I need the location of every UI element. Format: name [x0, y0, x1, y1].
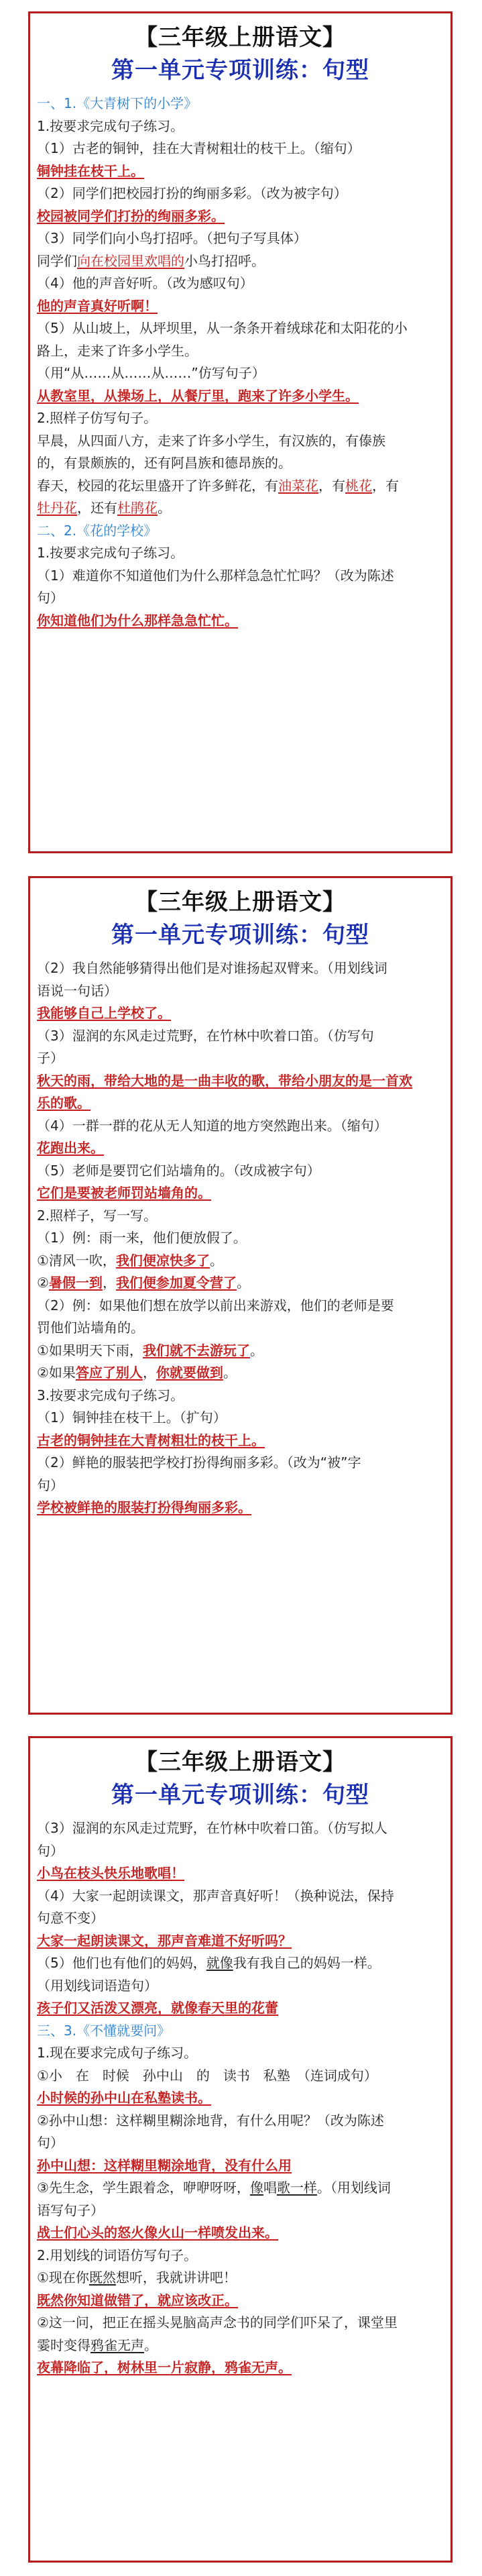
line-text: 大家一起朗读课文，那声音难道不好听吗？: [37, 1932, 292, 1949]
line-text: 想听，我就讲讲吧！: [115, 2269, 237, 2286]
line-text: （用“从……从……从……”仿写句子）: [37, 365, 265, 381]
line-text: （2）鲜艳的服装把学校打扮得绚丽多彩。（改为“被”字: [37, 1454, 361, 1470]
unit-title: 第一单元专项训练：句型: [111, 1782, 369, 1809]
answer-line: [37, 1070, 444, 1093]
line-text: 古老的铜钟挂在大青树粗壮的枝干上。: [37, 1432, 265, 1448]
line-text: 小时候的孙中山在私塾读书。: [37, 2090, 211, 2106]
question-line: [37, 362, 444, 385]
line-text: 三、3.《不懂就要问》: [37, 2022, 171, 2039]
answer-line: [37, 2290, 444, 2312]
worksheet-page-2: [28, 876, 453, 1715]
line-text: 语写句子）: [37, 2202, 104, 2218]
line-text: 1.现在要求完成句子练习。: [37, 2045, 198, 2061]
answer-fill: 像: [249, 2180, 263, 2196]
question-line: [37, 1474, 444, 1497]
text-line: [37, 1340, 444, 1362]
line-text: 唱: [263, 2180, 277, 2196]
answer-line: [37, 205, 444, 228]
line-text: （4）一群一群的花从无人知道的地方突然跑出来。（缩句）: [37, 1117, 387, 1134]
line-text: 霎时变得: [37, 2337, 91, 2353]
answer-fill: 我们便凉快多了: [115, 1252, 210, 1269]
question-line: [37, 980, 444, 1003]
page-header: [30, 13, 450, 93]
line-text: （1）古老的铜钟，挂在大青树粗壮的枝干上。（缩句）: [37, 140, 361, 156]
question-line: [37, 1817, 444, 1840]
answer-line: [37, 1137, 444, 1160]
line-text: （1）难道你不知道他们为什么那样急急忙忙吗？（改为陈述: [37, 567, 394, 584]
line-text: 二、2.《花的学校》: [37, 522, 158, 539]
line-text: 校园被同学们打扮的绚丽多彩。: [37, 207, 225, 224]
question-line: [37, 1205, 444, 1228]
question-line: [37, 227, 444, 250]
text-line: [37, 1272, 444, 1295]
line-text: 句）: [37, 1842, 64, 1859]
line-text: （2）例：如果他们想在放学以前出来游戏，他们的老师是要: [37, 1297, 394, 1313]
line-text: 同学们: [37, 252, 77, 269]
question-line: [37, 272, 444, 295]
question-line: [37, 957, 444, 980]
line-text: 。: [158, 500, 171, 516]
question-line: [37, 1975, 444, 1998]
line-text: （3）同学们向小鸟打招呼。（把句子写具体）: [37, 230, 307, 246]
line-text: ，有: [372, 477, 399, 494]
line-text: 2.照样子，写一写。: [37, 1207, 158, 1224]
answer-fill: 鸦雀无声: [91, 2337, 144, 2353]
question-line: [37, 115, 444, 138]
question-line: [37, 138, 444, 160]
answer-line: [37, 610, 444, 633]
line-text: 一、1.《大青树下的小学》: [37, 95, 198, 111]
page-header: [30, 1738, 450, 1817]
line-text: 。: [209, 1252, 223, 1269]
text-line: [37, 2334, 444, 2357]
grade-title: 【三年级上册语文】: [135, 1749, 346, 1776]
line-text: 他的声音真好听啊！: [37, 297, 158, 314]
exercise-body: [30, 93, 450, 632]
answer-fill: 我们便参加夏令营了: [115, 1275, 237, 1291]
answer-fill: 牡丹花: [37, 500, 77, 516]
answer-line: [37, 1997, 444, 2020]
answer-line: [37, 2155, 444, 2178]
line-text: 罚他们站墙角的。: [37, 1320, 144, 1336]
line-text: 句）: [37, 590, 64, 606]
question-line: [37, 1885, 444, 1908]
text-line: [37, 1362, 444, 1385]
line-text: 春天，校园的花坛里盛开了许多鲜花，有: [37, 477, 278, 494]
answer-fill: 你就要做到: [156, 1364, 223, 1381]
line-text: 小鸟打招呼。: [184, 252, 265, 269]
line-text: ①小 在 时候 孙中山 的 读书 私塾 （连词成句）: [37, 2067, 377, 2084]
line-text: ，: [102, 1275, 116, 1291]
line-text: 从教室里，从操场上，从餐厅里，跑来了许多小学生。: [37, 387, 359, 404]
text-line: [37, 475, 444, 498]
line-text: 早晨，从四面八方，走来了许多小学生，有汉族的，有傣族: [37, 432, 385, 449]
line-text: 你知道他们为什么那样急急忙忙。: [37, 612, 238, 629]
line-text: 路上，走来了许多小学生。: [37, 342, 198, 359]
answer-fill: 既然: [88, 2269, 116, 2286]
question-line: [37, 1407, 444, 1430]
grade-title: 【三年级上册语文】: [135, 889, 346, 916]
line-text: 学校被鲜艳的服装打扮得绚丽多彩。: [37, 1499, 251, 1515]
question-line: [37, 2312, 444, 2334]
line-text: 我有我自己的妈妈一样。: [233, 1955, 381, 1971]
question-line: [37, 430, 444, 453]
line-text: 孩子们又活泼又漂亮，就像春天里的花蕾: [37, 2000, 278, 2016]
line-text: （5）老师是要罚它们站墙角的。（改成被字句）: [37, 1162, 320, 1179]
line-text: 3.按要求完成句子练习。: [37, 1387, 184, 1403]
line-text: ①如果明天下雨，: [37, 1342, 143, 1358]
answer-line: [37, 160, 444, 183]
question-line: [37, 565, 444, 588]
line-text: 。: [144, 2337, 158, 2353]
line-text: 。: [249, 1342, 263, 1358]
question-line: [37, 542, 444, 565]
answer-line: [37, 2357, 444, 2379]
exercise-body: [30, 1817, 450, 2379]
question-line: [37, 1025, 444, 1048]
answer-line: [37, 1092, 444, 1115]
exercise-body: [30, 957, 450, 1519]
question-line: [37, 2200, 444, 2222]
line-text: 句）: [37, 1477, 64, 1493]
answer-line: [37, 2222, 444, 2245]
line-text: （4）他的声音好听。（改为感叹句）: [37, 275, 253, 291]
answer-line: [37, 1182, 444, 1205]
answer-line: [37, 1862, 444, 1885]
line-text: 孙中山想：这样糊里糊涂地背，没有什么用: [37, 2157, 292, 2174]
answer-line: [37, 1430, 444, 1452]
answer-fill: 答应了别人: [75, 1364, 143, 1381]
question-line: [37, 340, 444, 363]
text-line: [37, 2267, 444, 2290]
answer-fill: 杜鹃花: [117, 500, 158, 516]
line-text: ，有: [318, 477, 345, 494]
line-text: 秋天的雨，带给大地的是一曲丰收的歌，带给小朋友的是一首欢: [37, 1072, 412, 1089]
text-line: [37, 1952, 444, 1975]
line-text: （4）大家一起朗读课文，那声音真好听！（换种说法，保持: [37, 1887, 394, 1904]
answer-fill: 桃花: [345, 477, 372, 494]
question-line: [37, 1385, 444, 1407]
answer-line: [37, 2087, 444, 2110]
worksheet-page-1: [28, 11, 453, 853]
question-line: [37, 1047, 444, 1070]
line-text: 。: [223, 1364, 237, 1381]
worksheet-page-3: [28, 1736, 453, 2563]
line-text: 子）: [37, 1050, 64, 1066]
line-text: （1）例：雨一来，他们便放假了。: [37, 1230, 247, 1246]
line-text: ，: [142, 1364, 156, 1381]
text-line: [37, 2177, 444, 2200]
line-text: 铜钟挂在枝干上。: [37, 162, 144, 179]
line-text: 它们是要被老师罚站墙角的。: [37, 1185, 211, 1201]
question-line: [37, 1115, 444, 1138]
line-text: 句意不变）: [37, 1910, 104, 1926]
answer-fill: 歌一样: [276, 2180, 317, 2196]
question-line: [37, 182, 444, 205]
line-text: （5）他们也有他们的妈妈，: [37, 1955, 206, 1971]
answer-fill: 我们就不去游玩了: [142, 1342, 250, 1358]
line-text: ③先生念，学生跟着念，咿咿呀呀，: [37, 2180, 250, 2196]
line-text: ②孙中山想：这样糊里糊涂地背，有什么用呢？（改为陈述: [37, 2112, 384, 2129]
answer-line: [37, 385, 444, 408]
question-line: [37, 2110, 444, 2133]
question-line: [37, 2042, 444, 2065]
question-line: [37, 1907, 444, 1930]
section-heading: [37, 520, 444, 543]
unit-title: 第一单元专项训练：句型: [111, 922, 369, 949]
line-text: 1.按要求完成句子练习。: [37, 545, 184, 561]
text-line: [37, 250, 444, 273]
question-line: [37, 587, 444, 610]
line-text: 夜幕降临了，树林里一片寂静，鸦雀无声。: [37, 2359, 292, 2375]
line-text: ②: [37, 1275, 49, 1291]
answer-fill: 向在校园里欢唱的: [77, 252, 184, 269]
line-text: ①现在你: [37, 2269, 89, 2286]
line-text: 花跑出来。: [37, 1140, 104, 1156]
answer-line: [37, 1497, 444, 1519]
line-text: 1.按要求完成句子练习。: [37, 117, 184, 134]
line-text: 乐的歌。: [37, 1095, 91, 1111]
line-text: 。（用划线词: [316, 2180, 391, 2196]
answer-fill: 暑假一到: [48, 1275, 103, 1291]
grade-title: 【三年级上册语文】: [135, 24, 346, 51]
line-text: 语说一句话）: [37, 982, 117, 999]
question-line: [37, 2132, 444, 2155]
line-text: （3）湿润的东风走过荒野，在竹林中吹着口笛。（仿写句: [37, 1027, 374, 1044]
line-text: （用划线词语造句）: [37, 1977, 158, 1994]
question-line: [37, 1317, 444, 1340]
line-text: 2.用划线的词语仿写句子。: [37, 2247, 198, 2263]
line-text: ①清风一吹，: [37, 1252, 116, 1269]
section-heading: [37, 93, 444, 115]
question-line: [37, 1840, 444, 1863]
question-line: [37, 2065, 444, 2088]
question-line: [37, 1452, 444, 1474]
question-line: [37, 2245, 444, 2267]
line-text: ②这一问，把正在摇头晃脑高声念书的同学们吓呆了，课堂里: [37, 2314, 398, 2330]
answer-fill: 就像: [206, 1955, 233, 1971]
line-text: 我能够自己上学校了。: [37, 1005, 171, 1021]
line-text: （3）湿润的东风走过荒野，在竹林中吹着口笛。（仿写拟人: [37, 1820, 387, 1836]
text-line: [37, 1250, 444, 1273]
answer-line: [37, 1002, 444, 1025]
line-text: ，还有: [77, 500, 117, 516]
line-text: （1）铜钟挂在枝干上。（扩句）: [37, 1409, 227, 1426]
line-text: 战士们心头的怒火像火山一样喷发出来。: [37, 2224, 278, 2241]
text-line: [37, 497, 444, 520]
question-line: [37, 1227, 444, 1250]
question-line: [37, 1160, 444, 1183]
answer-line: [37, 295, 444, 318]
answer-line: [37, 1930, 444, 1953]
question-line: [37, 317, 444, 340]
section-heading: [37, 2020, 444, 2043]
line-text: 小鸟在枝头快乐地歌唱！: [37, 1865, 184, 1881]
line-text: 的，有景颇族的，还有阿昌族和德昂族的。: [37, 455, 292, 471]
line-text: 2.照样子仿写句子。: [37, 410, 158, 426]
line-text: 句）: [37, 2135, 64, 2151]
answer-fill: 油菜花: [278, 477, 318, 494]
unit-title: 第一单元专项训练：句型: [111, 57, 369, 84]
line-text: （2）同学们把校园打扮的绚丽多彩。（改为被字句）: [37, 185, 347, 201]
question-line: [37, 407, 444, 430]
page-header: [30, 878, 450, 957]
line-text: （2）我自然能够猜得出他们是对谁扬起双臂来。（用划线词: [37, 960, 387, 976]
line-text: ②如果: [37, 1364, 76, 1381]
line-text: 。: [236, 1275, 250, 1291]
question-line: [37, 1295, 444, 1318]
line-text: 既然你知道做错了，就应该改正。: [37, 2292, 238, 2308]
line-text: （5）从山坡上，从坪坝里，从一条条开着绒球花和太阳花的小: [37, 320, 408, 336]
question-line: [37, 452, 444, 475]
